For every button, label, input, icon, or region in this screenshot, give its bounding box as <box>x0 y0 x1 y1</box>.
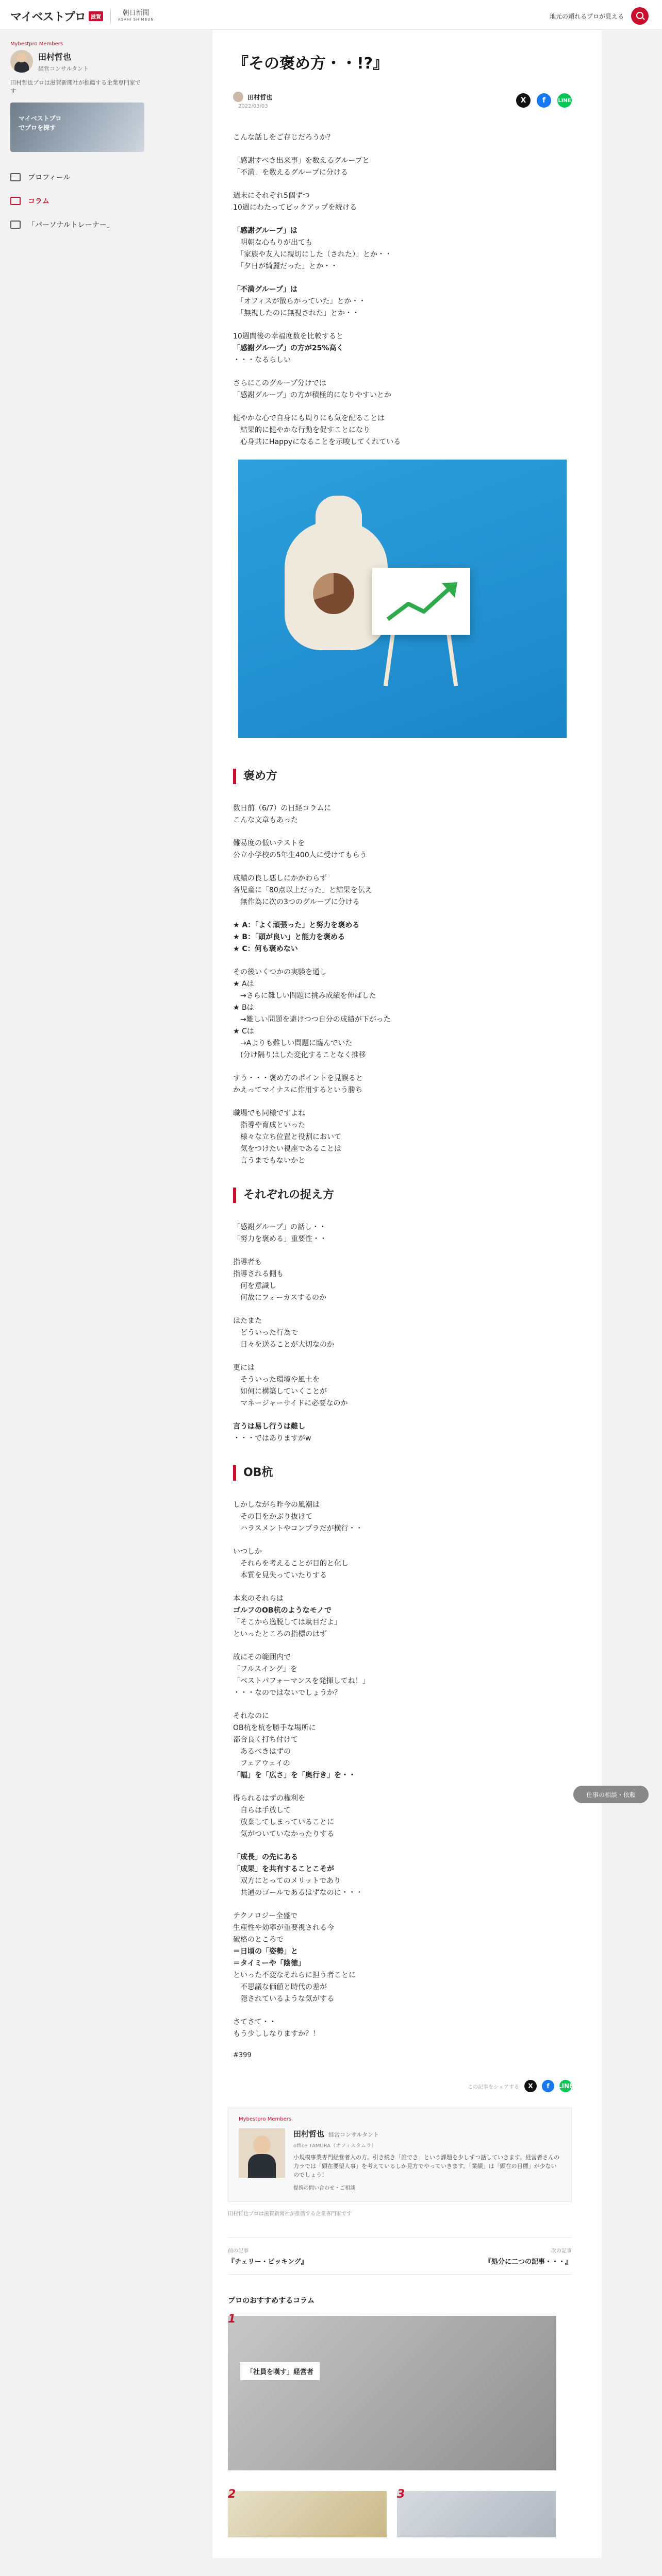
rank-number: 3 <box>397 2488 405 2501</box>
avatar <box>233 92 243 102</box>
paragraph-line: 「そこから逸脱しては駄目だよ」 <box>233 1618 341 1626</box>
section-heading-ob: OB杭 <box>233 1465 572 1481</box>
publish-date: 2022/03/03 <box>238 104 268 109</box>
paragraph-line: 「感謝グループ」の方が25%高く <box>233 344 344 352</box>
paragraph-line: そういった環境や風土を <box>233 1376 320 1384</box>
paragraph <box>233 225 572 273</box>
paragraph-line: といった不変なそれらに担う者ことに <box>233 1971 356 1979</box>
paragraph-line: 生産性や効率が重要視される今 <box>233 1924 334 1932</box>
paragraph <box>233 873 572 908</box>
paragraph-line: 指導者も <box>233 1258 262 1266</box>
paragraph-line: 成績の良し悪しにかかわらず <box>233 874 327 883</box>
prev-label: 前の記事 <box>228 2248 249 2254</box>
paragraph-line: いつしか <box>233 1548 262 1556</box>
paragraph <box>233 1421 572 1445</box>
paragraph-line: OB杭を杭を勝手な場所に <box>233 1724 316 1732</box>
paragraph-group-ob <box>233 1499 572 2040</box>
paragraph-line: その目をかぶり抜けて <box>233 1513 312 1521</box>
recommend-title: プロのおすすめするコラム <box>228 2297 315 2305</box>
paragraph-line: 「幅」を「広さ」を「奥行き」を・・ <box>233 1771 356 1780</box>
paragraph-line: フェアウェイの <box>233 1759 290 1768</box>
rank-number: 2 <box>228 2488 236 2501</box>
paragraph-line: どういった行為で <box>233 1329 298 1337</box>
paragraph <box>233 190 572 214</box>
paragraph-line: かえってマイナスに作用するという勝ち <box>233 1086 363 1094</box>
paragraph-line: 「ベストパフォーマンスを発揮してね！」 <box>233 1677 370 1685</box>
paragraph-line: さてさて・・ <box>233 2018 276 2026</box>
sidebar-profile[interactable] <box>10 50 144 73</box>
paragraph-line: しかしながら昨今の風潮は <box>233 1501 320 1509</box>
paragraph-group-views <box>233 1222 572 1445</box>
paragraph-line: ★ Bは <box>233 1004 254 1012</box>
paragraph-line: あるべきはずの <box>233 1748 291 1756</box>
paragraph-line: ハラスメントやコンプラだが横行・・ <box>233 1524 363 1533</box>
paragraph-line: 様々な立ち位置と役割において <box>233 1133 341 1141</box>
paragraph <box>233 1710 572 1782</box>
paragraph-line: 何を意識し <box>233 1282 276 1290</box>
paragraph-line: 心身共にHappyになることを示唆してくれている <box>233 438 401 446</box>
article <box>212 30 602 2558</box>
x-share-icon[interactable]: X <box>516 93 531 108</box>
top-header <box>0 0 662 30</box>
paragraph-line: 「無視したのに無視された」とか・・ <box>233 309 359 317</box>
paragraph-line: 何故にフォーカスするのか <box>233 1294 327 1302</box>
paragraph-line: 指導される側も <box>233 1270 284 1278</box>
footer-share <box>228 2080 572 2092</box>
paragraph <box>233 378 572 401</box>
paragraph-line: 健やかな心で自身にも周りにも気を配ることは <box>233 414 385 422</box>
article-body <box>233 132 572 2059</box>
recommend-card-2[interactable] <box>228 2488 387 2537</box>
paragraph-line: 共通のゴールであるはずなのに・・・ <box>233 1889 363 1897</box>
paragraph-line: 「オフィスが散らかっていた」とか・・ <box>233 297 366 306</box>
author-role: 経営コンサルタント <box>328 2131 379 2138</box>
line-share-icon[interactable]: LINE <box>557 93 572 108</box>
paragraph <box>233 1315 572 1351</box>
paragraph-line: 更には <box>233 1364 255 1372</box>
paragraph-line: 「成長」の先にある <box>233 1853 298 1861</box>
share-label: この記事をシェアする <box>468 2084 519 2090</box>
author-bio: 小規模事業専門経営者入の方。引き続き「誰でき」という課題を少しずつ話していきます。経営者さんの力ラでは「顕在要望人事」を考えているしか見方でやっていきます。「業績」は「顕在の目標」が少ないのでしょう！ <box>293 2154 560 2178</box>
avatar <box>10 50 33 73</box>
paragraph-line: 「家族や友人に親切にした（された）」とか・・ <box>233 250 392 259</box>
author-name: 田村哲也 <box>247 93 273 101</box>
share-buttons <box>516 93 572 108</box>
prev-article-link[interactable] <box>228 2246 308 2266</box>
sidebar-description: 田村哲也プロは滋賀新聞社が推薦する企業専門家です <box>10 79 141 94</box>
paragraph-line: 双方にとってのメリットであり <box>233 1877 341 1885</box>
paragraph-line: 「努力を褒める」重要性・・ <box>233 1235 327 1243</box>
facebook-share-icon[interactable]: f <box>537 93 551 108</box>
find-pro-banner[interactable]: マイベストプロ でプロを探す <box>10 103 144 152</box>
sidebar-item-column[interactable] <box>10 189 144 213</box>
paragraph-line: →Aよりも難しい問題に臨んでいた <box>233 1039 353 1047</box>
paragraph-line: 10週にわたってピックアップを続ける <box>233 204 357 212</box>
x-share-icon[interactable]: X <box>524 2080 537 2092</box>
sidebar-item-trainer[interactable] <box>10 213 144 236</box>
paragraph-line: それらを考えることが目的と化し <box>233 1560 349 1568</box>
page-title: 『その褒め方・・!?』 <box>233 55 389 73</box>
paragraph-line: テクノロジー全盛で <box>233 1912 298 1920</box>
logo-text: マイベストプロ <box>10 11 86 24</box>
paragraph-line: 本質を見失っていたりする <box>233 1571 327 1580</box>
growth-chart-board <box>372 568 470 635</box>
sidebar-item-label: コラム <box>28 197 49 206</box>
paragraph <box>233 132 572 144</box>
paragraph-line: 公立小学校の5年生400人に受けてもらう <box>233 851 367 859</box>
paragraph-line: 「フルスイング」を <box>233 1665 297 1673</box>
paragraph <box>233 1499 572 1535</box>
paragraph-line: さらにこのグループ分けでは <box>233 379 326 387</box>
paragraph <box>233 1852 572 1899</box>
sidebar-item-label: プロフィール <box>28 174 71 182</box>
next-label: 次の記事 <box>551 2248 572 2254</box>
prev-title: 『チェリー・ピッキング』 <box>228 2258 308 2266</box>
sidebar <box>10 41 144 236</box>
paragraph-line: ・・・ではありますがw <box>233 1434 311 1443</box>
paragraph-line: →さらに難しい問題に挑み成績を伸ばした <box>233 992 376 1000</box>
paragraph-line: マネージャーサイドに必要なのか <box>233 1399 348 1408</box>
paragraph-line: ★ Cは <box>233 1027 254 1036</box>
facebook-share-icon[interactable]: f <box>542 2080 554 2092</box>
pie-chart-icon <box>313 573 354 614</box>
paragraph-line: 気をつけたい視座であることは <box>233 1145 341 1153</box>
paragraph-line: 「感謝グループ」は <box>233 227 297 235</box>
paragraph-line: 隠されているような気がする <box>233 1995 334 2003</box>
paragraph-line: ★ A：「よく頑張った」と努力を褒める <box>233 921 360 929</box>
paragraph <box>233 1793 572 1840</box>
paragraph-line: それなのに <box>233 1712 269 1720</box>
section-heading-views: それぞれの捉え方 <box>233 1188 572 1203</box>
partner-logo[interactable] <box>118 10 154 23</box>
next-article-link[interactable] <box>485 2246 572 2266</box>
paragraph-line: ★ C：何も褒めない <box>233 945 298 953</box>
paragraph-line: 言うまでもないかと <box>233 1157 305 1165</box>
hero-image <box>238 460 567 738</box>
paragraph-line: もう少ししなりますか？！ <box>233 2030 320 2038</box>
recommend-label: 「社員を嘆す」経営者 <box>240 2362 320 2380</box>
paragraph-line: ＝タイミーや「陰徳」 <box>233 1959 305 1968</box>
paragraph <box>233 1257 572 1304</box>
paragraph <box>233 1073 572 1096</box>
paragraph <box>233 2016 572 2040</box>
author-note: 田村哲也プロは滋賀新聞社が推薦する企業専門家です <box>228 2211 352 2217</box>
paragraph-line: 如何に構築していくことが <box>233 1387 327 1396</box>
paragraph-line: 破格のところで <box>233 1936 284 1944</box>
paragraph-line: 各児童に「80点以上だった」と結果を伝え <box>233 886 372 894</box>
paragraph-line: 言うは易し行うは難し <box>233 1422 305 1431</box>
logo-divider <box>110 10 111 23</box>
paragraph-line: ★ B：「頭が良い」と能力を褒める <box>233 933 345 941</box>
region-badge: 滋賀 <box>89 11 103 21</box>
paragraph-line: 「感謝すべき出来事」を数えるグループと <box>233 157 370 165</box>
paragraph-line: →難しい問題を避けつつ自分の成績が下がった <box>233 1015 391 1024</box>
paragraph-line: こんな話しをご存じだろうか？ <box>233 133 334 142</box>
paragraph-line: 得られるはずの権利を <box>233 1794 305 1803</box>
paragraph-line: 「成果」を共有することこそが <box>233 1865 334 1873</box>
trainer-icon <box>10 221 21 229</box>
paragraph <box>233 413 572 448</box>
recommend-card-1[interactable] <box>228 2313 556 2470</box>
section-heading-praise: 褒め方 <box>233 769 572 784</box>
paragraph-line: 自らは手放して <box>233 1806 291 1815</box>
paragraph-line: 「感謝グループ」の方が積極的になりやすいとか <box>233 391 391 399</box>
sidebar-category: Mybestpro Members <box>10 41 63 47</box>
paragraph <box>233 1108 572 1167</box>
site-logo[interactable] <box>10 8 154 24</box>
search-icon[interactable] <box>631 7 649 25</box>
author-profile-box <box>228 2108 572 2202</box>
paragraph-line: ＝日頃の「姿勢」と <box>233 1947 298 1956</box>
paragraph-line: ・・・なのではないでしょうか？ <box>233 1689 341 1697</box>
paragraph-line: 「夕日が綺麗だった」とか・・ <box>233 262 338 270</box>
paragraph <box>233 1910 572 2005</box>
paragraph-line: 明朝な心もりが出ても <box>233 239 312 247</box>
paragraph-line: 指導や育成といった <box>233 1121 305 1129</box>
paragraph <box>233 803 572 826</box>
paragraph-line: こんな文章もあった <box>233 816 298 824</box>
paragraph <box>233 1362 572 1410</box>
paragraph-line: ★ Aは <box>233 980 254 988</box>
trend-arrow-icon <box>372 568 470 635</box>
sidebar-name: 田村哲也 <box>38 52 72 62</box>
paragraph <box>233 920 572 955</box>
paragraph-line: 本来のそれらは <box>233 1595 284 1603</box>
paragraph-line: 「感謝グループ」の話し・・ <box>233 1223 326 1231</box>
author-box-name[interactable] <box>293 2128 561 2139</box>
paragraph-line: 「不満」を数えるグループに分ける <box>233 168 348 177</box>
recommend-card-3[interactable] <box>397 2488 556 2537</box>
line-share-icon[interactable]: LINE <box>559 2080 572 2092</box>
rank-number: 1 <box>228 2313 236 2326</box>
article-pager <box>228 2238 572 2275</box>
paragraph-line: (分け隔りはした変化することなく推移 <box>233 1051 366 1059</box>
paragraph-line: といったところの指標のはず <box>233 1630 327 1638</box>
paragraph <box>233 1652 572 1699</box>
paragraph-line: 週末にそれぞれ5個ずつ <box>233 192 310 200</box>
author-name: 田村哲也 <box>293 2129 325 2139</box>
profile-icon <box>10 173 21 181</box>
paragraph-line: 日々を送ることが大切なのか <box>233 1341 334 1349</box>
column-icon <box>10 197 21 205</box>
contact-link[interactable]: 提携の問い合わせ・ご相談 <box>293 2185 355 2191</box>
paragraph-line: ゴルフのOB杭のようなモノで <box>233 1606 332 1615</box>
author-photo[interactable] <box>239 2128 285 2178</box>
paragraph-line: 数日前（6/7）の日経コラムに <box>233 804 332 812</box>
paragraph <box>233 1546 572 1582</box>
paragraph-line: 「不満グループ」は <box>233 285 297 294</box>
paragraph-line: 都合良く打ち付けて <box>233 1736 298 1744</box>
partner-name: 朝日新聞 <box>122 9 150 17</box>
author-office: office TAMURA（オフィスタムラ） <box>293 2143 377 2149</box>
paragraph-line: 不思議な価値と時代の差が <box>233 1983 327 1991</box>
sidebar-title: 経営コンサルタント <box>38 65 89 72</box>
paragraph <box>233 284 572 319</box>
paragraph <box>233 1593 572 1640</box>
paragraph-line: その後いくつかの実験を通し <box>233 968 327 976</box>
paragraph <box>233 967 572 1061</box>
hashtag[interactable]: #399 <box>233 2052 252 2059</box>
partner-subname: ASAHI SHIMBUN <box>118 17 154 22</box>
sidebar-nav <box>10 165 144 236</box>
paragraph-line: 故にその範囲内で <box>233 1653 291 1662</box>
paragraph <box>233 155 572 179</box>
paragraph-line: ・・・なるらしい <box>233 356 291 364</box>
paragraph-line: 気がついていなかったりする <box>233 1830 334 1838</box>
sidebar-item-profile[interactable] <box>10 165 144 189</box>
header-link[interactable]: 地元の頼れるプロが見える <box>549 12 624 20</box>
paragraph <box>233 838 572 861</box>
next-title: 『処分に二つの記事・・・』 <box>484 2258 572 2266</box>
paragraph <box>233 331 572 366</box>
paragraph-line: 放棄してしまっていることに <box>233 1818 334 1826</box>
paragraph-line: 10週間後の幸福度数を比較すると <box>233 332 343 341</box>
paragraph-line: 結果的に健やかな行動を促すことになり <box>233 426 370 434</box>
paragraph <box>233 1222 572 1245</box>
sidebar-item-label: 「パーソナルトレーナー」 <box>28 221 114 229</box>
paragraph-line: 無作為に次の3つのグループに分ける <box>233 898 360 906</box>
consult-floating-button[interactable]: 仕事の相談・依頼 <box>573 1786 649 1803</box>
paragraph-group-intro <box>233 132 572 448</box>
author-box-category: Mybestpro Members <box>239 2116 292 2122</box>
paragraph-line: すう・・・褒め方のポイントを見誤ると <box>233 1074 363 1082</box>
paragraph-line: 職場でも同様ですよね <box>233 1109 305 1117</box>
paragraph-line: はたまた <box>233 1317 262 1325</box>
paragraph-group-praise <box>233 803 572 1167</box>
paragraph-line: 難易度の低いテストを <box>233 839 305 848</box>
article-author[interactable] <box>233 92 272 102</box>
